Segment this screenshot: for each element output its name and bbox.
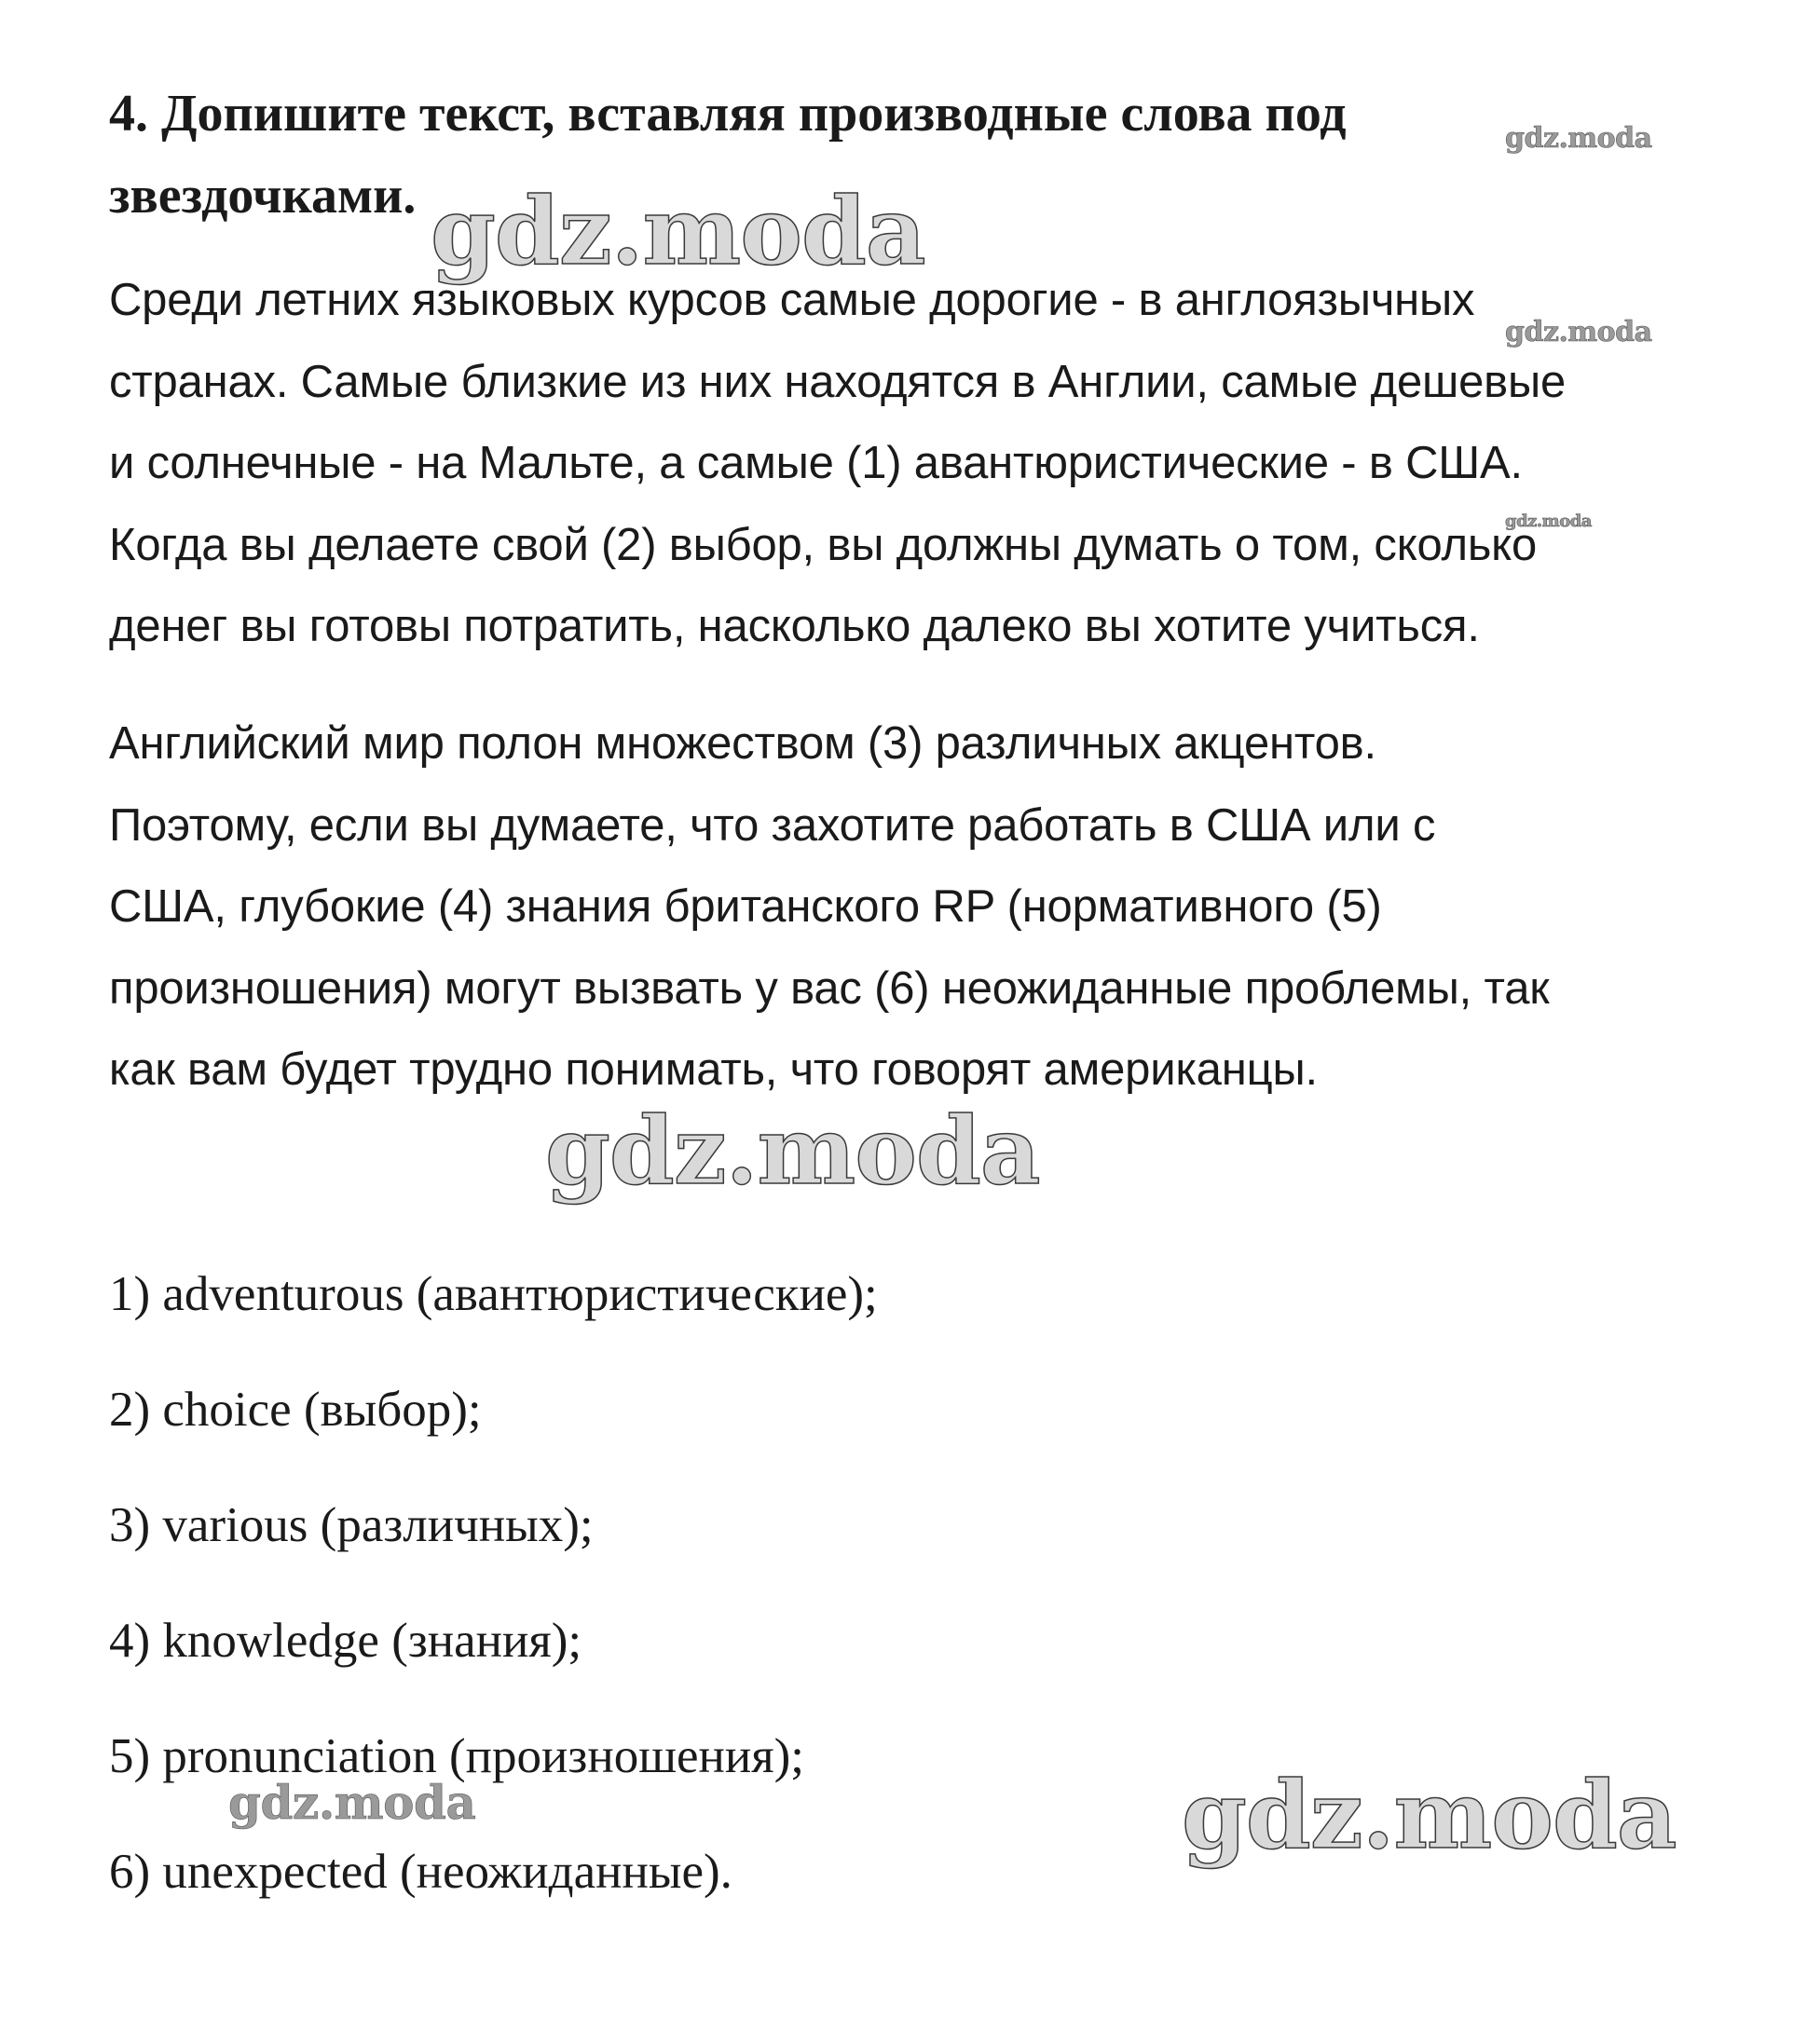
answer-item: 1) adventurous (авантюристические); — [109, 1267, 878, 1321]
text-line: Среди летних языковых курсов самые дорогие - в англоязычных — [109, 275, 1475, 325]
task-title-line: звездочками. — [109, 167, 417, 225]
watermark: gdz.moda — [1505, 122, 1652, 155]
watermark: gdz.moda — [431, 176, 925, 286]
answer-item: 5) pronunciation (произношения); — [109, 1729, 805, 1783]
task-title-line: 4. Допишите текст, вставляя производные слова под — [109, 85, 1347, 143]
text-line: Когда вы делаете свой (2) выбор, вы должны думать о том, сколько — [109, 519, 1538, 570]
watermark: gdz.moda — [228, 1775, 476, 1830]
text-line: Поэтому, если вы думаете, что захотите работать в США или с — [109, 799, 1436, 851]
text-line: произношения) могут вызвать у вас (6) неожиданные проблемы, так — [109, 962, 1550, 1014]
russian-text-paragraph-2 — [109, 703, 1731, 1112]
text-line: денег вы готовы потратить, насколько далеко вы хотите учиться. — [109, 601, 1480, 651]
text-line: и солнечные - на Мальте, а самые (1) авантюристические - в США. — [109, 438, 1523, 488]
watermark: gdz.moda — [545, 1096, 1040, 1206]
text-line: США, глубокие (4) знания британского RP (нормативного (5) — [109, 881, 1382, 932]
text-line: как вам будет трудно понимать, что говорят американцы. — [109, 1044, 1318, 1095]
watermark: gdz.moda — [1505, 512, 1592, 531]
answer-item: 6) unexpected (неожиданные). — [109, 1845, 732, 1899]
watermark: gdz.moda — [1182, 1760, 1676, 1870]
answer-item: 3) various (различных); — [109, 1498, 594, 1552]
text-line: Английский мир полон множеством (3) различных акцентов. — [109, 718, 1376, 769]
russian-text-paragraph-1 — [109, 260, 1731, 668]
watermark: gdz.moda — [1505, 316, 1652, 348]
answer-list — [109, 1257, 878, 1950]
text-line: странах. Самые близкие из них находятся в Англии, самые дешевые — [109, 356, 1567, 407]
answer-item: 4) knowledge (знания); — [109, 1614, 582, 1668]
answer-item: 2) choice (выбор); — [109, 1383, 482, 1437]
